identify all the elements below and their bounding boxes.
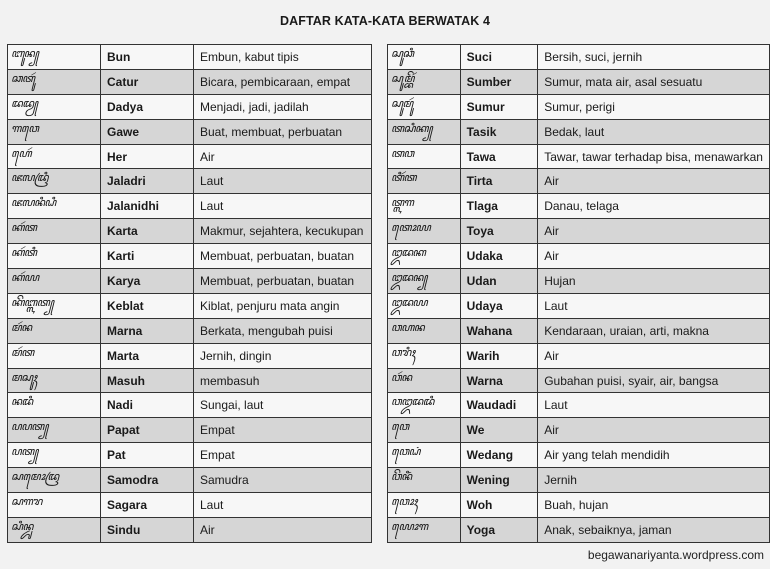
meaning-cell: Gubahan puisi, syair, air, bangsa xyxy=(538,368,770,393)
javanese-script-cell: ꦈꦢꦤ꧀ xyxy=(388,269,461,294)
javanese-script-cell: ꦈꦢꦪ xyxy=(388,293,461,318)
word-cell: Catur xyxy=(101,69,194,94)
meaning-cell: Sumur, mata air, asal sesuatu xyxy=(538,69,770,94)
word-cell: Tawa xyxy=(460,144,538,169)
table-row xyxy=(388,293,770,318)
word-cell: Karta xyxy=(101,219,194,244)
table-row xyxy=(8,368,372,393)
meaning-cell: Air xyxy=(538,244,770,269)
javanese-script-cell: ꦱꦸꦩ꧀ꦧꦼꦂ xyxy=(388,69,461,94)
javanese-script-cell: ꦮꦺ xyxy=(388,418,461,443)
table-row xyxy=(8,493,372,518)
meaning-cell: Buat, membuat, perbuatan xyxy=(194,119,372,144)
javanese-script-cell: ꦥꦥꦠ꧀ xyxy=(8,418,101,443)
table-row xyxy=(8,244,372,269)
word-cell: Sagara xyxy=(101,493,194,518)
table-row xyxy=(8,219,372,244)
word-cell: Waudadi xyxy=(460,393,538,418)
word-cell: Warna xyxy=(460,368,538,393)
meaning-cell: Air xyxy=(538,169,770,194)
word-cell: Karya xyxy=(101,269,194,294)
javanese-script-cell: ꦮꦼꦤꦶꦁ xyxy=(388,468,461,493)
word-cell: Tirta xyxy=(460,169,538,194)
word-cell: Wening xyxy=(460,468,538,493)
meaning-cell: Kendaraan, uraian, arti, makna xyxy=(538,318,770,343)
word-cell: Wedang xyxy=(460,443,538,468)
table-row xyxy=(8,393,372,418)
javanese-script-cell: ꦗꦭꦢꦿꦶ xyxy=(8,169,101,194)
word-cell: Wahana xyxy=(460,318,538,343)
word-cell: Sindu xyxy=(101,517,194,542)
table-row xyxy=(388,94,770,119)
javanese-script-cell: ꦩꦂꦤ xyxy=(8,318,101,343)
meaning-cell: Bersih, suci, jernih xyxy=(538,45,770,70)
javanese-script-cell: ꦩꦂꦠ xyxy=(8,343,101,368)
javanese-script-cell: ꦮꦂꦤ xyxy=(388,368,461,393)
word-cell: Nadi xyxy=(101,393,194,418)
meaning-cell: Danau, telaga xyxy=(538,194,770,219)
javanese-script-cell: ꦮꦈꦢꦢꦶ xyxy=(388,393,461,418)
meaning-cell: Bedak, laut xyxy=(538,119,770,144)
javanese-script-cell: ꦥꦠ꧀ xyxy=(8,443,101,468)
meaning-cell: Laut xyxy=(194,493,372,518)
javanese-script-cell: ꦠꦶꦂꦠ xyxy=(388,169,461,194)
javanese-script-cell: ꦈꦢꦏ xyxy=(388,244,461,269)
word-cell: Suci xyxy=(460,45,538,70)
word-cell: Tlaga xyxy=(460,194,538,219)
word-cell: Marna xyxy=(101,318,194,343)
word-cell: Karti xyxy=(101,244,194,269)
word-cell: Her xyxy=(101,144,194,169)
javanese-script-cell: ꦢꦢꦾ xyxy=(8,94,101,119)
word-table-right xyxy=(387,44,770,543)
javanese-script-cell: ꦏꦂꦠ xyxy=(8,219,101,244)
word-cell: Masuh xyxy=(101,368,194,393)
javanese-script-cell: ꦗꦭꦤꦶꦝꦶ xyxy=(8,194,101,219)
word-cell: Udaka xyxy=(460,244,538,269)
meaning-cell: Anak, sebaiknya, jaman xyxy=(538,517,770,542)
table-row xyxy=(8,194,372,219)
word-cell: Yoga xyxy=(460,517,538,542)
word-cell: We xyxy=(460,418,538,443)
table-row xyxy=(8,343,372,368)
javanese-script-cell: ꦏꦂꦪ xyxy=(8,269,101,294)
table-row xyxy=(388,194,770,219)
word-cell: Pat xyxy=(101,443,194,468)
word-table-left xyxy=(7,44,372,543)
table-row xyxy=(8,119,372,144)
table-row xyxy=(388,418,770,443)
table-row xyxy=(388,119,770,144)
table-row xyxy=(8,69,372,94)
table-row xyxy=(8,418,372,443)
javanese-script-cell: ꦕꦠꦸꦂ xyxy=(8,69,101,94)
javanese-script-cell: ꦏꦼꦧ꧀ꦭꦠ꧀ xyxy=(8,293,101,318)
word-cell: Toya xyxy=(460,219,538,244)
meaning-cell: Laut xyxy=(194,169,372,194)
javanese-script-cell: ꦱꦩꦺꦴꦢꦿ xyxy=(8,468,101,493)
meaning-cell: Menjadi, jadi, jadilah xyxy=(194,94,372,119)
meaning-cell: Empat xyxy=(194,443,372,468)
footer-source: begawanariyanta.wordpress.com xyxy=(587,548,764,562)
table-row xyxy=(8,94,372,119)
javanese-script-cell: ꦒꦮꦺ xyxy=(8,119,101,144)
table-row xyxy=(8,318,372,343)
javanese-script-cell: ꦠ꧀ꦭꦒ xyxy=(388,194,461,219)
table-row xyxy=(388,443,770,468)
word-cell: Warih xyxy=(460,343,538,368)
javanese-script-cell: ꦱꦶꦤ꧀ꦢꦸ xyxy=(8,517,101,542)
table-row xyxy=(8,144,372,169)
table-row xyxy=(388,45,770,70)
meaning-cell: Tawar, tawar terhadap bisa, menawarkan xyxy=(538,144,770,169)
meaning-cell: Air xyxy=(194,144,372,169)
meaning-cell: Air xyxy=(538,343,770,368)
table-row xyxy=(388,517,770,542)
javanese-script-cell: ꦧꦸꦤ꧀ xyxy=(8,45,101,70)
meaning-cell: Laut xyxy=(194,194,372,219)
meaning-cell: Membuat, perbuatan, buatan xyxy=(194,244,372,269)
javanese-script-cell: ꦠꦺꦴꦪ xyxy=(388,219,461,244)
table-row xyxy=(388,468,770,493)
word-cell: Udaya xyxy=(460,293,538,318)
table-row xyxy=(8,169,372,194)
word-cell: Jaladri xyxy=(101,169,194,194)
table-row xyxy=(388,493,770,518)
word-cell: Woh xyxy=(460,493,538,518)
word-cell: Keblat xyxy=(101,293,194,318)
table-row xyxy=(388,144,770,169)
javanese-script-cell: ꦮꦺꦴꦃ xyxy=(388,493,461,518)
meaning-cell: Berkata, mengubah puisi xyxy=(194,318,372,343)
table-row xyxy=(8,468,372,493)
table-row xyxy=(388,343,770,368)
javanese-script-cell: ꦱꦸꦕꦶ xyxy=(388,45,461,70)
meaning-cell: Empat xyxy=(194,418,372,443)
meaning-cell: Air xyxy=(194,517,372,542)
meaning-cell: Air xyxy=(538,219,770,244)
table-row xyxy=(388,69,770,94)
meaning-cell: membasuh xyxy=(194,368,372,393)
javanese-script-cell: ꦮꦺꦝꦁ xyxy=(388,443,461,468)
table-row xyxy=(388,244,770,269)
meaning-cell: Laut xyxy=(538,393,770,418)
javanese-script-cell: ꦮꦲꦤ xyxy=(388,318,461,343)
word-cell: Sumber xyxy=(460,69,538,94)
javanese-script-cell: ꦲꦺꦂ xyxy=(8,144,101,169)
javanese-script-cell: ꦏꦂꦠꦶ xyxy=(8,244,101,269)
javanese-script-cell: ꦮꦫꦶꦃ xyxy=(388,343,461,368)
table-row xyxy=(8,45,372,70)
word-cell: Jalanidhi xyxy=(101,194,194,219)
page-title: DAFTAR KATA-KATA BERWATAK 4 xyxy=(279,14,491,28)
table-row xyxy=(388,393,770,418)
meaning-cell: Jernih, dingin xyxy=(194,343,372,368)
javanese-script-cell: ꦠꦱꦶꦏ꧀ xyxy=(388,119,461,144)
javanese-script-cell: ꦩꦱꦸꦃ xyxy=(8,368,101,393)
table-row xyxy=(8,269,372,294)
table-row xyxy=(388,169,770,194)
meaning-cell: Membuat, perbuatan, buatan xyxy=(194,269,372,294)
table-row xyxy=(388,269,770,294)
meaning-cell: Air xyxy=(538,418,770,443)
word-cell: Papat xyxy=(101,418,194,443)
meaning-cell: Air yang telah mendidih xyxy=(538,443,770,468)
javanese-script-cell: ꦱꦸꦩꦸꦂ xyxy=(388,94,461,119)
table-row xyxy=(8,293,372,318)
word-cell: Sumur xyxy=(460,94,538,119)
meaning-cell: Sungai, laut xyxy=(194,393,372,418)
javanese-script-cell: ꦪꦺꦴꦒ xyxy=(388,517,461,542)
meaning-cell: Kiblat, penjuru mata angin xyxy=(194,293,372,318)
table-row xyxy=(8,517,372,542)
javanese-script-cell: ꦱꦒꦫ xyxy=(8,493,101,518)
word-cell: Samodra xyxy=(101,468,194,493)
meaning-cell: Sumur, perigi xyxy=(538,94,770,119)
meaning-cell: Laut xyxy=(538,293,770,318)
meaning-cell: Hujan xyxy=(538,269,770,294)
meaning-cell: Embun, kabut tipis xyxy=(194,45,372,70)
word-cell: Udan xyxy=(460,269,538,294)
table-row xyxy=(388,219,770,244)
word-cell: Marta xyxy=(101,343,194,368)
table-row xyxy=(388,368,770,393)
table-row xyxy=(8,443,372,468)
word-cell: Gawe xyxy=(101,119,194,144)
word-cell: Bun xyxy=(101,45,194,70)
meaning-cell: Jernih xyxy=(538,468,770,493)
meaning-cell: Bicara, pembicaraan, empat xyxy=(194,69,372,94)
javanese-script-cell: ꦤꦢꦶ xyxy=(8,393,101,418)
meaning-cell: Makmur, sejahtera, kecukupan xyxy=(194,219,372,244)
meaning-cell: Buah, hujan xyxy=(538,493,770,518)
javanese-script-cell: ꦠꦮ xyxy=(388,144,461,169)
table-row xyxy=(388,318,770,343)
word-cell: Tasik xyxy=(460,119,538,144)
word-cell: Dadya xyxy=(101,94,194,119)
meaning-cell: Samudra xyxy=(194,468,372,493)
